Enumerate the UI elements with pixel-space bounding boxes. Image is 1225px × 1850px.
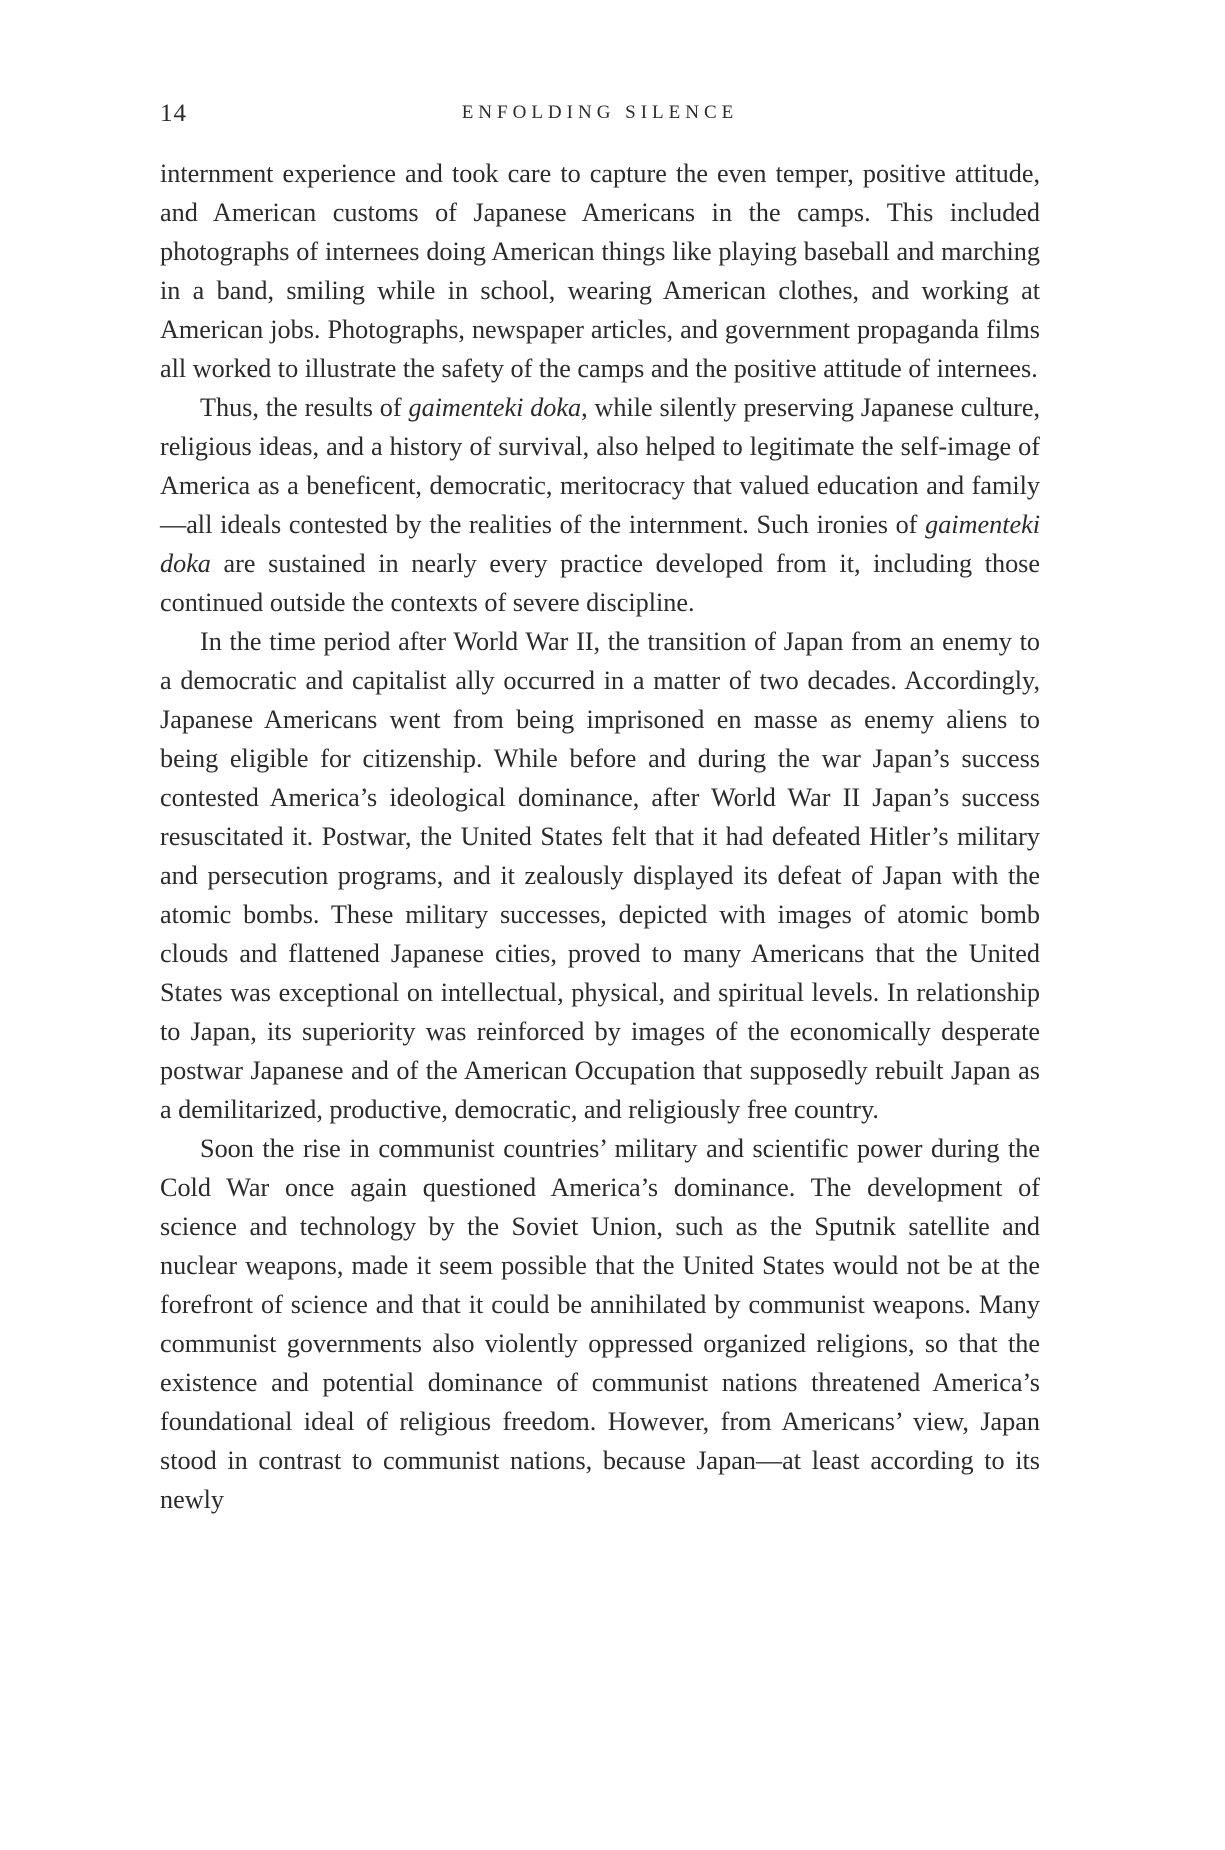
paragraph-2-text-c: are sustained in nearly every practice developed from it, including those continued outside the contexts of severe discipline.	[160, 549, 1040, 617]
running-head	[160, 100, 1040, 130]
page-number: 14	[160, 100, 187, 127]
body-text	[160, 154, 1040, 1519]
paragraph-4: Soon the rise in communist countries’ military and scientific power during the Cold War once again questioned America’s dominance. The development of science and technology by the Soviet Union, such as the Sputnik satellite and nuclear weapons, made it seem possible that the United States would not be at the forefront of science and that it could be annihilated by communist weapons. Many communist governments also violently oppressed organized religions, so that the existence and potential dominance of communist nations threatened America’s foundational ideal of religious freedom. However, from Americans’ view, Japan stood in contrast to communist nations, because Japan—at least according to its newly	[160, 1134, 1040, 1514]
paragraph-2-text-a: Thus, the results of	[200, 393, 409, 422]
italic-term: gaimenteki doka	[160, 510, 1040, 578]
paragraph-2-text-b: , while silently preserving Japanese culture, religious ideas, and a history of survival, also helped to legitimate the self-image of America as a beneficent, democratic, meritocracy that valued education and family—all ideals contested by the realities of the internment. Such ironies of	[160, 393, 1040, 539]
paragraph-2	[160, 388, 1040, 622]
running-title: ENFOLDING SILENCE	[461, 102, 739, 123]
paragraph-3: In the time period after World War II, the transition of Japan from an enemy to a democratic and capitalist ally occurred in a matter of two decades. Accordingly, Japanese Americans went from being imprisoned en masse as enemy aliens to being eligible for citizenship. While before and during the war Japan’s success contested America’s ideological dominance, after World War II Japan’s success resuscitated it. Postwar, the United States felt that it had defeated Hitler’s military and persecution programs, and it zealously displayed its defeat of Japan with the atomic bombs. These military successes, depicted with images of atomic bomb clouds and flattened Japanese cities, proved to many Americans that the United States was exceptional on intellectual, physical, and spiritual levels. In relationship to Japan, its superiority was reinforced by images of the economically desperate postwar Japanese and of the American Occupation that supposedly rebuilt Japan as a demilitarized, productive, democratic, and religiously free country.	[160, 627, 1040, 1124]
italic-term: gaimenteki doka	[408, 393, 582, 422]
paragraph-1: internment experience and took care to capture the even temper, positive attitude, and American customs of Japanese Americans in the camps. This included photographs of internees doing American things like playing baseball and marching in a band, smiling while in school, wearing American clothes, and working at American jobs. Photographs, newspaper articles, and government propaganda films all worked to illustrate the safety of the camps and the positive attitude of internees.	[160, 159, 1040, 383]
